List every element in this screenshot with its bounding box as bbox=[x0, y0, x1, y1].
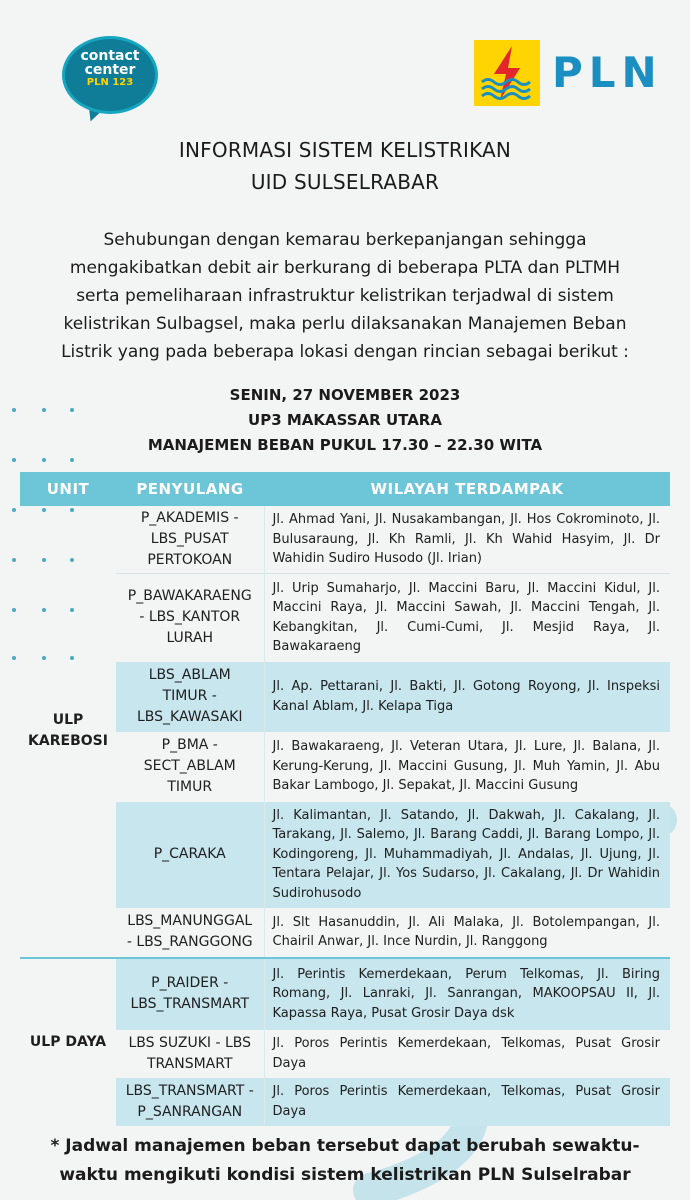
feeder-line: - LBS_RANGGONG bbox=[126, 934, 253, 950]
pln-logo bbox=[474, 40, 664, 106]
feeder-cell bbox=[116, 1078, 264, 1126]
footer-line: waktu mengikuti kondisi sistem kelistrikan PLN Sulselrabar bbox=[59, 1165, 631, 1185]
header-feeder: PENYULANG bbox=[116, 472, 264, 506]
table-row bbox=[20, 662, 670, 732]
feeder-line: P_AKADEMIS - bbox=[140, 510, 239, 526]
area-cell: Jl. Poros Perintis Kemerdekaan, Telkomas, Pusat Grosir Daya bbox=[264, 1078, 670, 1126]
feeder-line: LBS_MANUNGGAL bbox=[127, 913, 253, 929]
intro-line: Listrik yang pada beberapa lokasi dengan rincian sebagai berikut : bbox=[61, 342, 629, 362]
schedule-date: SENIN, 27 NOVEMBER 2023 bbox=[229, 386, 461, 404]
feeder-line: - LBS_KANTOR bbox=[139, 609, 241, 626]
area-cell: Jl. Poros Perintis Kemerdekaan, Telkomas, Pusat Grosir Daya bbox=[264, 1030, 670, 1078]
area-cell: Jl. Bawakaraeng, Jl. Veteran Utara, Jl. Lure, Jl. Balana, Jl. Kerung-Kerung, Jl. Maccini Gusung, Jl. Muh Yamin, Jl. Abu Bakar Lambogo, Jl. Sepakat, Jl. Maccini Gusung bbox=[264, 732, 670, 802]
feeder-cell bbox=[116, 958, 264, 1030]
contact-logo-line3: PLN 123 bbox=[86, 77, 134, 88]
feeder-cell bbox=[116, 802, 264, 908]
feeder-line: LBS_TRANSMART - bbox=[125, 1082, 254, 1099]
table-row bbox=[20, 1078, 670, 1126]
unit-label: ULP DAYA bbox=[29, 1033, 107, 1050]
page-title: INFORMASI SISTEM KELISTRIKAN bbox=[178, 138, 512, 162]
table-header-row bbox=[20, 472, 670, 506]
area-cell: Jl. Urip Sumaharjo, Jl. Maccini Baru, Jl. Maccini Kidul, Jl. Maccini Raya, Jl. Maccini Sawah, Jl. Maccini Tengah, Jl. Kebangkitan, Jl. Cumi-Cumi, Jl. Mesjid Raya, Jl. Bawakaraeng bbox=[264, 574, 670, 662]
feeder-line: P_CARAKA bbox=[153, 846, 226, 862]
contact-center-logo bbox=[62, 36, 158, 124]
table-row bbox=[20, 732, 670, 802]
feeder-line: PERTOKOAN bbox=[147, 552, 233, 568]
pln-logo-text: PLN bbox=[552, 48, 663, 97]
area-cell: Jl. Slt Hasanuddin, Jl. Ali Malaka, Jl. Botolempangan, Jl. Chairil Anwar, Jl. Ince Nurdin, Jl. Ranggong bbox=[264, 908, 670, 958]
feeder-cell bbox=[116, 1030, 264, 1078]
feeder-line: P_RAIDER - bbox=[151, 975, 229, 991]
intro-line: Sehubungan dengan kemarau berkepanjangan sehingga bbox=[103, 230, 587, 250]
footer-note bbox=[0, 1132, 690, 1190]
header-area: WILAYAH TERDAMPAK bbox=[264, 472, 670, 506]
unit-cell-karebosi bbox=[20, 506, 116, 958]
feeder-line: P_BAWAKARAENG bbox=[127, 588, 252, 605]
contact-logo-line1: contact bbox=[80, 48, 140, 64]
feeder-line: TRANSMART bbox=[146, 1055, 233, 1072]
area-cell: Jl. Ahmad Yani, Jl. Nusakambangan, Jl. Hos Cokrominoto, Jl. Bulusaraung, Jl. Kh Ramli, Jl. Kh Wahid Hasyim, Jl. Dr Wahidin Sudiro Husodo (Jl. Irian) bbox=[264, 506, 670, 574]
schedule-time: MANAJEMEN BEBAN PUKUL 17.30 – 22.30 WITA bbox=[147, 436, 543, 454]
pln-lightning-icon bbox=[474, 40, 540, 106]
feeder-line: LURAH bbox=[166, 630, 214, 647]
feeder-line: TIMUR - bbox=[162, 688, 217, 704]
unit-label: ULP bbox=[52, 712, 84, 729]
feeder-line: LBS_KAWASAKI bbox=[137, 709, 243, 725]
footer-line: * Jadwal manajemen beban tersebut dapat berubah sewaktu- bbox=[50, 1136, 640, 1156]
table-row bbox=[20, 802, 670, 908]
intro-paragraph bbox=[20, 226, 670, 366]
feeder-line: LBS SUZUKI - LBS bbox=[128, 1034, 252, 1051]
feeder-line: LBS_ABLAM bbox=[148, 667, 231, 683]
table-row bbox=[20, 1030, 670, 1078]
feeder-cell bbox=[116, 506, 264, 574]
intro-line: mengakibatkan debit air berkurang di beberapa PLTA dan PLTMH bbox=[69, 258, 621, 278]
unit-label: KAREBOSI bbox=[28, 733, 108, 750]
feeder-cell bbox=[116, 662, 264, 732]
feeder-cell bbox=[116, 908, 264, 958]
table-row bbox=[20, 908, 670, 958]
area-cell: Jl. Kalimantan, Jl. Satando, Jl. Dakwah, Jl. Cakalang, Jl. Tarakang, Jl. Salemo, Jl. Barang Caddi, Jl. Barang Lompo, Jl. Kodingoreng, Jl. Muhammadiyah, Jl. Andalas, Jl. Ujung, Jl. Tentara Pelajar, Jl. Yos Sudarso, Jl. Cakalang, Jl. Dr Wahidin Sudirohusodo bbox=[264, 802, 670, 908]
feeder-cell bbox=[116, 732, 264, 802]
feeder-line: SECT_ABLAM bbox=[143, 758, 236, 774]
page-subtitle: UID SULSELRABAR bbox=[250, 170, 440, 194]
table-row bbox=[20, 506, 670, 574]
schedule-unit: UP3 MAKASSAR UTARA bbox=[248, 411, 442, 429]
area-cell: Jl. Perintis Kemerdekaan, Perum Telkomas, Jl. Biring Romang, Jl. Lanraki, Jl. Sanrangan, MAKOOPSAU II, Jl. Kapassa Raya, Pusat Grosir Daya dsk bbox=[264, 958, 670, 1030]
feeder-line: LBS_TRANSMART bbox=[130, 996, 250, 1012]
area-cell: Jl. Ap. Pettarani, Jl. Bakti, Jl. Gotong Royong, Jl. Inspeksi Kanal Ablam, Jl. Kelapa Tiga bbox=[264, 662, 670, 732]
feeder-line: P_SANRANGAN bbox=[137, 1103, 243, 1120]
intro-line: serta pemeliharaan infrastruktur kelistrikan terjadwal di sistem bbox=[76, 286, 614, 306]
header-unit: UNIT bbox=[20, 472, 116, 506]
feeder-cell bbox=[116, 574, 264, 662]
contact-logo-line2: center bbox=[84, 62, 136, 78]
unit-cell-daya bbox=[20, 958, 116, 1126]
intro-line: kelistrikan Sulbagsel, maka perlu dilaksanakan Manajemen Beban bbox=[63, 314, 627, 334]
table-row bbox=[20, 958, 670, 1030]
feeder-line: TIMUR bbox=[167, 779, 213, 795]
feeder-line: P_BMA - bbox=[161, 737, 218, 753]
table-row bbox=[20, 574, 670, 662]
feeder-line: LBS_PUSAT bbox=[150, 531, 229, 547]
impact-table bbox=[20, 472, 670, 1126]
